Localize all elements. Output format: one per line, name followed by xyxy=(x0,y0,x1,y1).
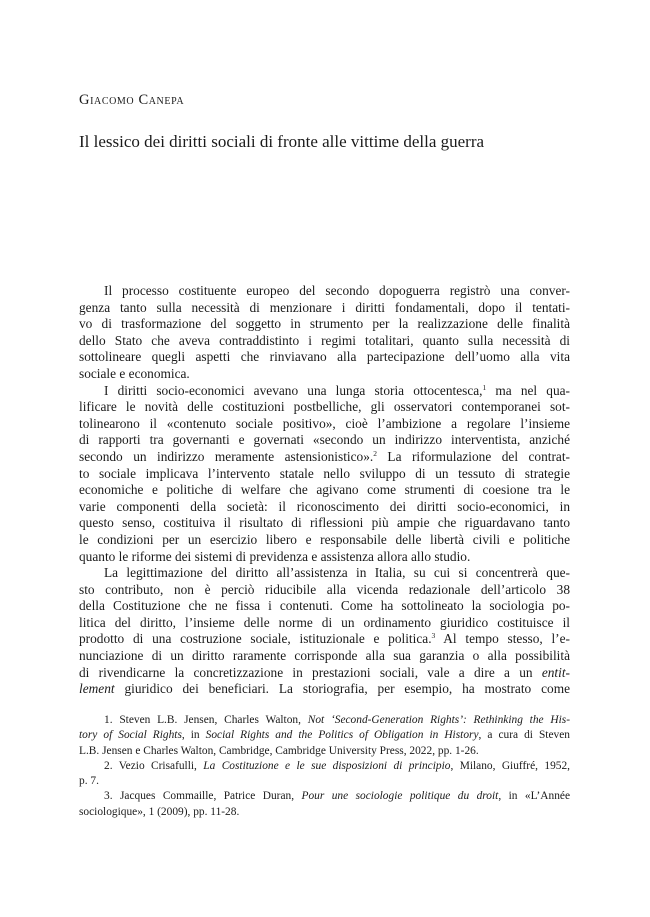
text-line: litica del diritto, l’insieme delle norme di un ordinamento giuridico costituisce il xyxy=(79,614,570,630)
citation-title: tory of Social Rights xyxy=(79,729,182,742)
text-line: sottolineare quegli aspetti che rinviavano alla partecipazione dell’uomo alla vita xyxy=(79,349,570,365)
chapter-title: Il lessico dei diritti sociali di fronte alle vittime della guerra xyxy=(79,132,485,151)
text-line: Il processo costituente europeo del secondo dopoguerra registrò una conver- xyxy=(104,283,570,298)
footnote-ref-2[interactable]: 2 xyxy=(373,448,377,458)
text-line: vo di trasformazione del soggetto in strumento per la realizzazione delle finalità xyxy=(79,316,570,332)
text-run: , Milano, Giuffré, 1952, xyxy=(450,759,570,772)
author-name: Giacomo Canepa xyxy=(79,92,185,108)
footnote-line: p. 7. xyxy=(79,775,99,788)
text-line: sociale e economica. xyxy=(79,365,190,381)
italic-term: entit- xyxy=(541,664,570,680)
text-line: La legittimazione del diritto all’assistenza in Italia, su cui si concentrerà que- xyxy=(104,565,570,581)
text-run: giuridico dei beneficiari. La storiografia, per esempio, ha mostrato come xyxy=(114,681,570,697)
text-line xyxy=(79,449,570,466)
citation-title: Pour une sociologie politique du droit xyxy=(301,790,499,803)
text-line: della Costituzione che ne fissa i contenuti. Come ha sottolineato la sociologia po- xyxy=(79,598,570,614)
text-run: , in xyxy=(181,729,206,742)
footnote-line: L.B. Jensen e Charles Walton, Cambridge, Cambridge University Press, 2022, pp. 1-26. xyxy=(79,744,479,757)
text-run: prodotto di una costruzione sociale, istituzionale e politica. xyxy=(79,631,432,647)
text-run: 1. Steven L.B. Jensen, Charles Walton, xyxy=(104,714,308,726)
paragraph-2 xyxy=(79,383,570,566)
text-run: di rivendicarne la concretizzazione in prestazioni sociali, vale a dire a un xyxy=(79,664,542,680)
text-line xyxy=(79,681,570,698)
text-run: , in «L’Année xyxy=(498,790,571,803)
text-line: varie componenti della società: il riconoscimento dei diritti socio-economici, in xyxy=(79,498,570,514)
text-line xyxy=(79,631,570,648)
paragraph-3 xyxy=(79,565,570,698)
text-line: genza tanto sulla necessità di menzionare i diritti fondamentali, dopo il tentati- xyxy=(79,299,570,315)
paragraph-1 xyxy=(79,283,570,383)
citation-title: Social Rights and the Politics of Obligation in History xyxy=(205,729,479,742)
text-run: 2. Vezio Crisafulli, xyxy=(104,759,204,772)
text-line xyxy=(79,665,570,682)
footnote-ref-1[interactable]: 1 xyxy=(482,382,487,392)
text-line: nunciazione di un diritto raramente corrisponde alla sua garanzia o alla possibilità xyxy=(79,648,570,664)
body-text xyxy=(79,283,570,698)
text-line: tolinearono il «contenuto sociale positivo», cioè l’ambizione a regolare l’insieme xyxy=(79,415,570,431)
footnote-1 xyxy=(79,713,570,759)
text-run: La riformulazione del contrat- xyxy=(376,448,570,464)
text-line: dello Stato che aveva contraddistinto i regimi totalitari, quanto sulla necessità di xyxy=(79,332,570,348)
footnote-3 xyxy=(79,789,570,820)
italic-term: lement xyxy=(79,681,115,697)
text-line: le condizioni per un esercizio libero e responsabile delle libertà civili e politiche xyxy=(79,531,570,547)
text-line: questo senso, costituiva il risultato di riflessioni più ampie che riguardavano tanto xyxy=(79,515,570,531)
footnote-line xyxy=(79,759,570,774)
footnote-ref-3[interactable]: 3 xyxy=(431,631,436,641)
text-line xyxy=(79,383,570,400)
footnote-2 xyxy=(79,759,570,790)
text-line: quanto le riforme dei sistemi di previdenza e assistenza allora allo studio. xyxy=(79,548,471,564)
footnote-line xyxy=(79,713,570,728)
citation-title: La Costituzione e le sue disposizioni di principio xyxy=(203,759,451,772)
citation-title: Not ‘Second-Generation Rights’: Rethinking the His- xyxy=(307,714,570,726)
text-line: lificare le novità delle costituzioni postbelliche, gli osservatori contemporanei sot- xyxy=(79,399,570,415)
footnote-line: sociologique», 1 (2009), pp. 11-28. xyxy=(79,805,240,818)
text-line: to sociale implicava l’intervento statale nello sviluppo di un tessuto di strategie xyxy=(79,465,570,481)
text-run: ma nel qua- xyxy=(486,382,570,398)
text-run: secondo un indirizzo meramente astensionistico». xyxy=(79,448,374,464)
text-line: sto contributo, non è perciò riducibile alla vicenda redazionale dell’articolo 38 xyxy=(79,581,570,597)
text-line: economiche e politiche di welfare che agivano come strumenti di coesione tra le xyxy=(79,482,570,498)
text-run: , a cura di Steven xyxy=(478,729,570,742)
text-line: di rapporti tra governanti e governati «secondo un indirizzo interventista, anziché xyxy=(79,432,570,448)
footnotes xyxy=(79,713,570,820)
text-run: I diritti socio-economici avevano una lunga storia ottocentesca, xyxy=(104,382,483,398)
footnote-line xyxy=(79,728,570,743)
text-run: 3. Jacques Commaille, Patrice Duran, xyxy=(104,790,302,803)
footnote-line xyxy=(79,789,570,804)
text-run: Al tempo stesso, l’e- xyxy=(435,631,570,647)
